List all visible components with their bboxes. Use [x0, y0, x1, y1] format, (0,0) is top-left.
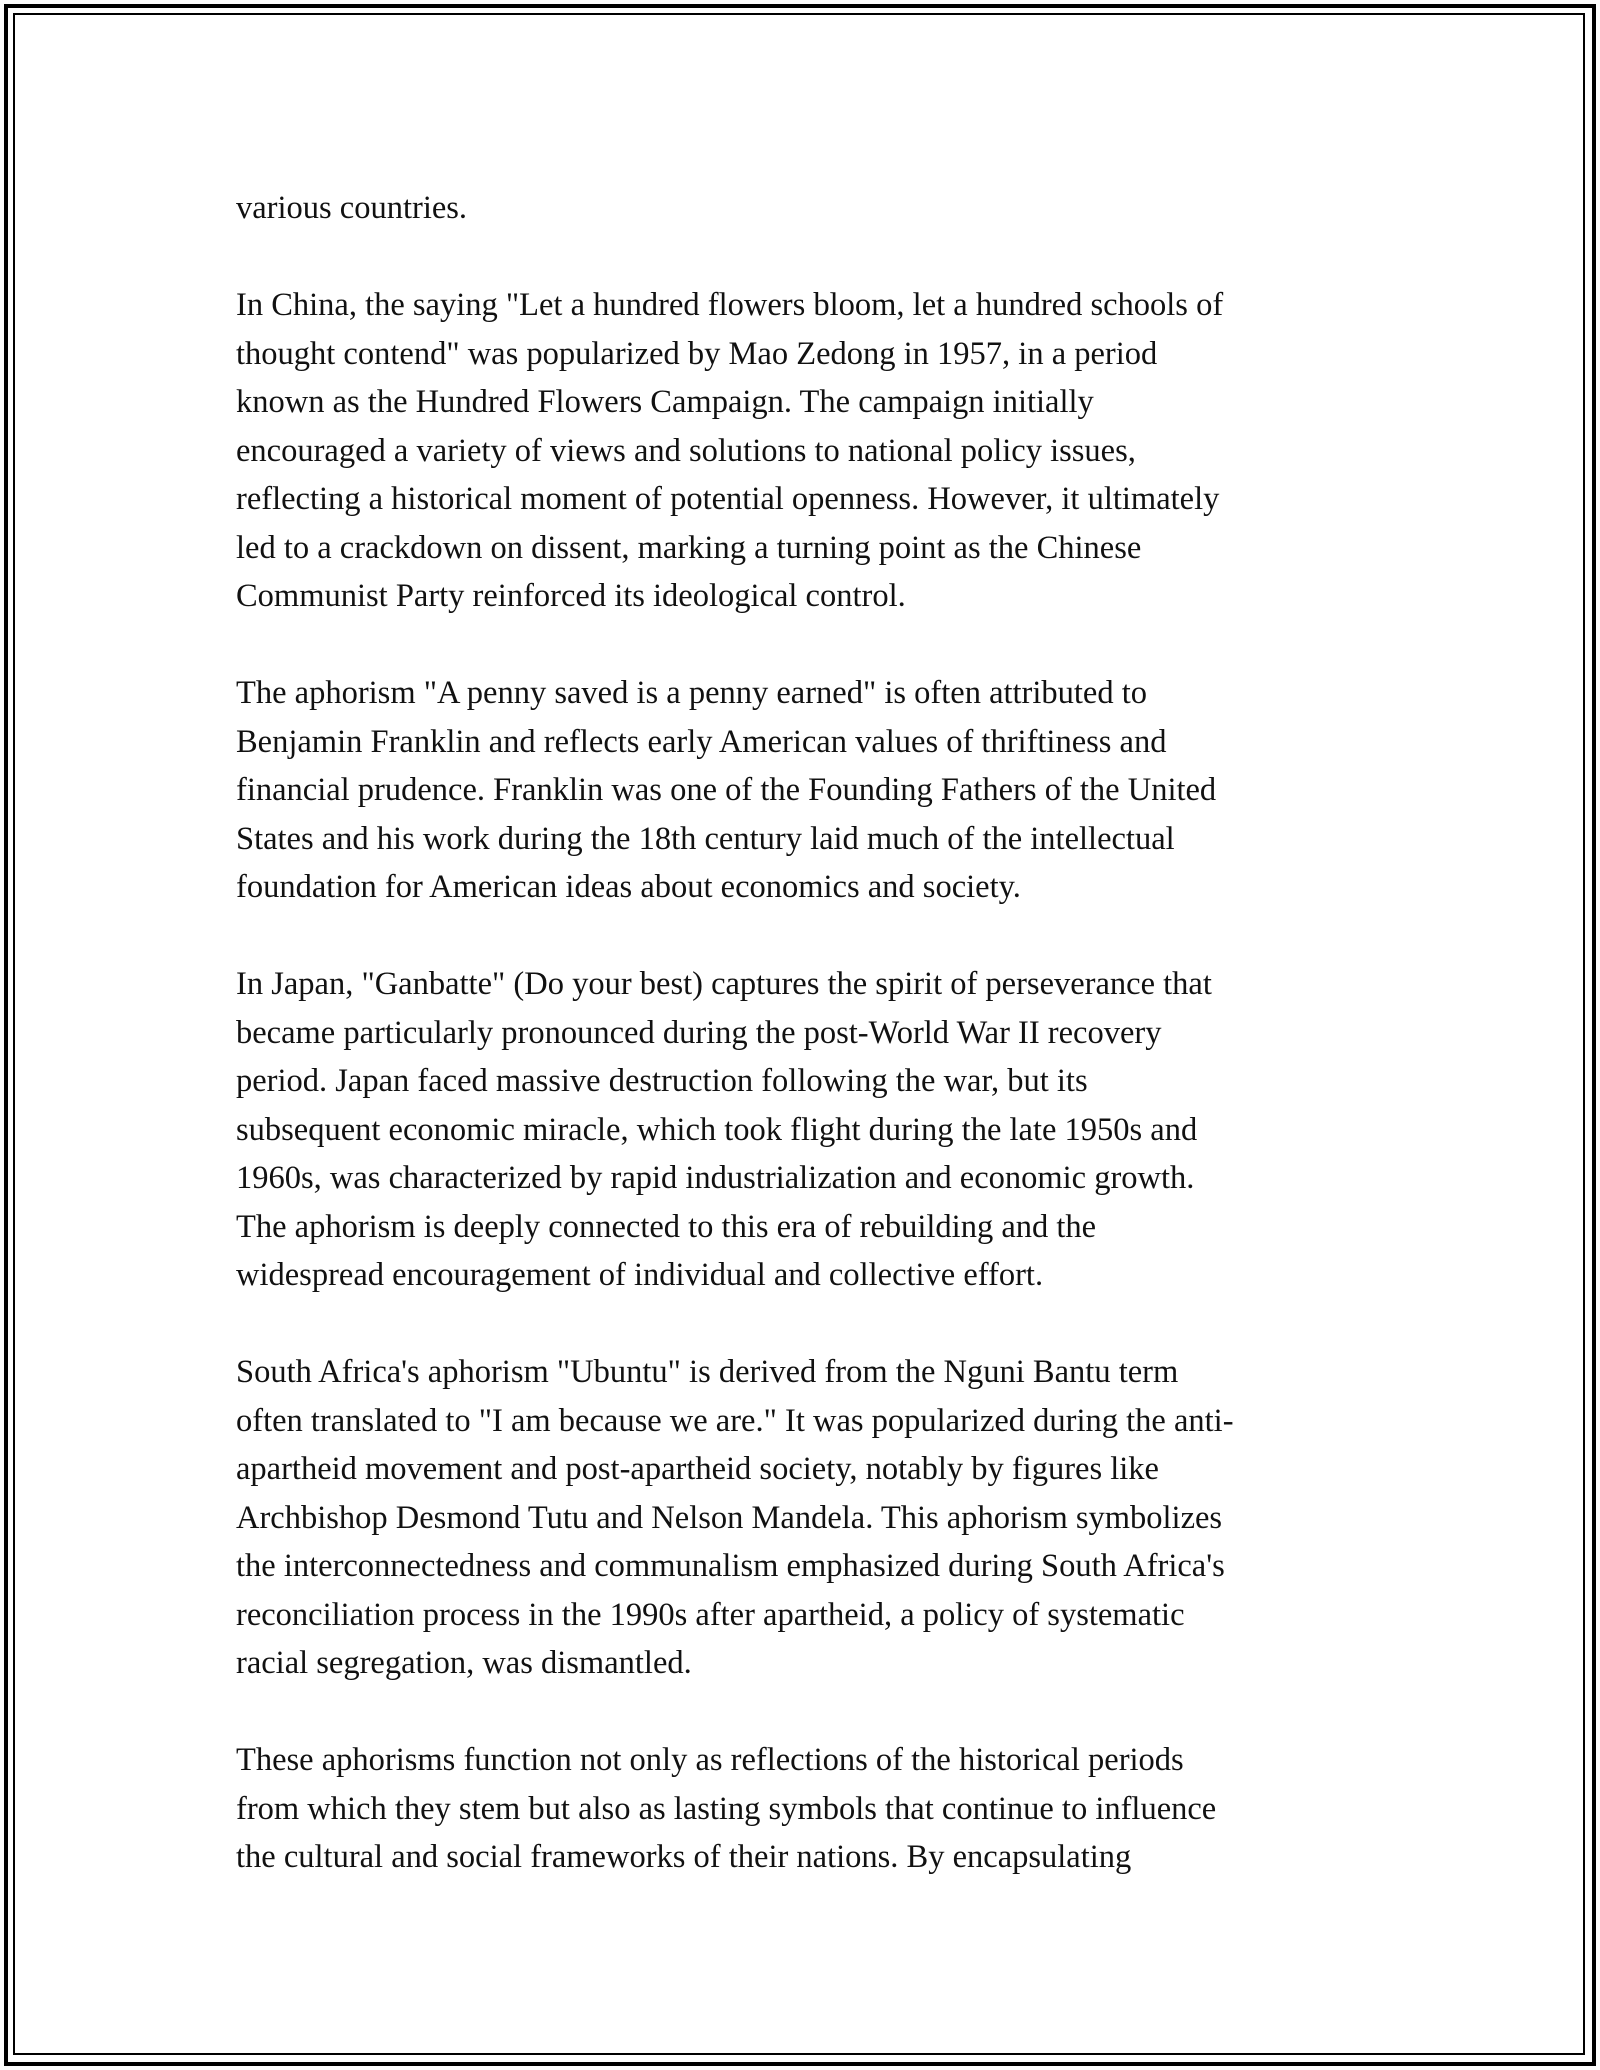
text-line: reflecting a historical moment of potential openness. However, it ultimately: [236, 481, 1220, 517]
text-line: 1960s, was characterized by rapid industrialization and economic growth.: [236, 1160, 1195, 1196]
text-line: financial prudence. Franklin was one of the Founding Fathers of the United: [236, 772, 1217, 808]
text-line: Communist Party reinforced its ideological control.: [236, 578, 906, 614]
text-line: known as the Hundred Flowers Campaign. The campaign initially: [236, 384, 1094, 420]
text-line: period. Japan faced massive destruction following the war, but its: [236, 1063, 1088, 1099]
text-line: South Africa's aphorism "Ubuntu" is derived from the Nguni Bantu term: [236, 1354, 1179, 1390]
text-line: Archbishop Desmond Tutu and Nelson Mandela. This aphorism symbolizes: [236, 1499, 1223, 1536]
text-line: reconciliation process in the 1990s after apartheid, a policy of systematic: [236, 1596, 1185, 1633]
paragraph-south-africa: [236, 1348, 1364, 1688]
text-line: thought contend" was popularized by Mao Zedong in 1957, in a period: [236, 335, 1158, 372]
text-line: These aphorisms function not only as reflections of the historical periods: [236, 1742, 1184, 1778]
text-line: The aphorism is deeply connected to this era of rebuilding and the: [236, 1208, 1097, 1245]
text-line: the interconnectedness and communalism emphasized during South Africa's: [236, 1548, 1225, 1584]
text-line: subsequent economic miracle, which took flight during the late 1950s and: [236, 1111, 1198, 1148]
text-line: became particularly pronounced during the post-World War II recovery: [236, 1014, 1162, 1051]
text-line: widespread encouragement of individual and collective effort.: [236, 1257, 1044, 1293]
text-line: encouraged a variety of views and solutions to national policy issues,: [236, 432, 1136, 469]
paragraph-conclusion: [236, 1736, 1364, 1882]
text-line: often translated to "I am because we are." It was popularized during the anti-: [236, 1402, 1234, 1439]
paragraph-intro-fragment: [236, 184, 1364, 233]
text-line: apartheid movement and post-apartheid society, notably by figures like: [236, 1451, 1159, 1487]
paragraph-japan: [236, 960, 1364, 1300]
text-line: from which they stem but also as lasting symbols that continue to influence: [236, 1790, 1217, 1827]
text-line: In Japan, "Ganbatte" (Do your best) captures the spirit of perseverance that: [236, 966, 1212, 1002]
text-line: States and his work during the 18th century laid much of the intellectual: [236, 820, 1175, 857]
text-line: led to a crackdown on dissent, marking a turning point as the Chinese: [236, 529, 1142, 566]
text-line: racial segregation, was dismantled.: [236, 1645, 692, 1681]
text-line: Benjamin Franklin and reflects early American values of thriftiness and: [236, 723, 1167, 760]
text-line: various countries.: [236, 190, 468, 226]
document-body: [236, 184, 1364, 1882]
text-line: In China, the saying "Let a hundred flowers bloom, let a hundred schools of: [236, 287, 1224, 323]
text-line: The aphorism "A penny saved is a penny earned" is often attributed to: [236, 675, 1148, 711]
paragraph-china: [236, 281, 1364, 621]
text-line: foundation for American ideas about economics and society.: [236, 869, 1021, 905]
text-line: the cultural and social frameworks of their nations. By encapsulating: [236, 1839, 1132, 1875]
paragraph-franklin: [236, 669, 1364, 912]
